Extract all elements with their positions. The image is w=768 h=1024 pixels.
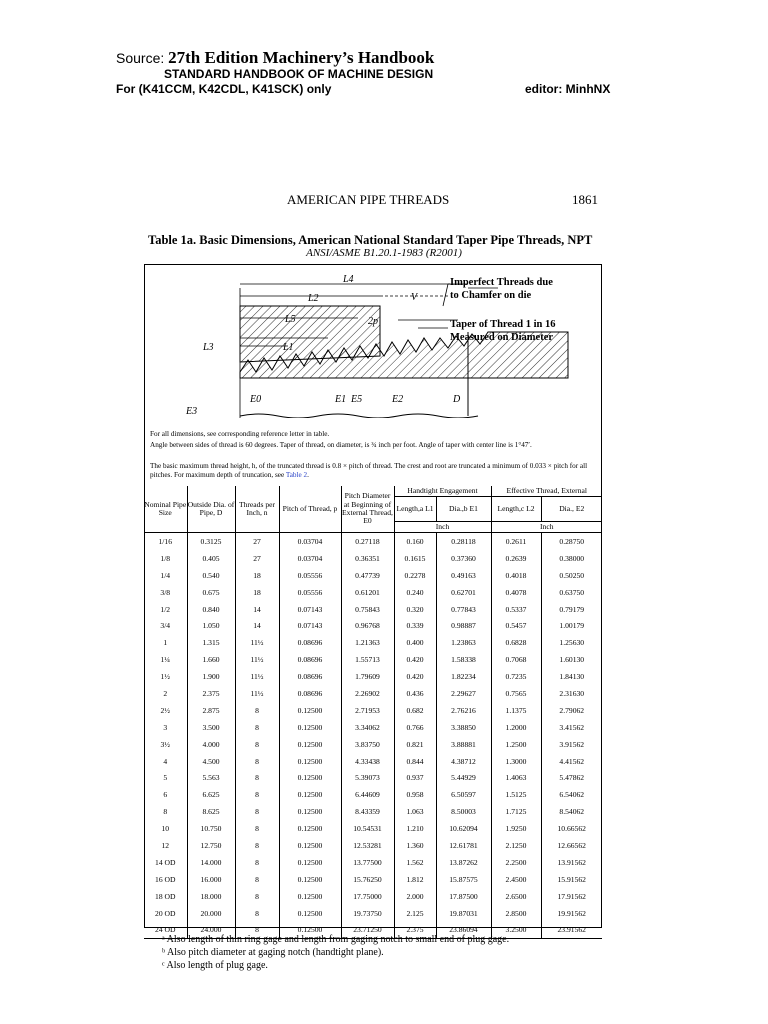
table-cell: 2.29627 bbox=[436, 685, 491, 702]
table-cell: 0.08696 bbox=[279, 651, 341, 668]
table-row bbox=[144, 719, 602, 736]
table-cell: 2.125 bbox=[394, 905, 436, 922]
table-cell: 0.12500 bbox=[279, 888, 341, 905]
table-row bbox=[144, 837, 602, 854]
table-cell: 5.563 bbox=[187, 769, 235, 786]
note-thread-height bbox=[150, 462, 595, 480]
table-cell: 24.000 bbox=[187, 921, 235, 938]
table-row bbox=[144, 533, 602, 550]
table-cell: 12 bbox=[161, 840, 170, 850]
table-cell: 8 bbox=[235, 769, 279, 786]
table-cell: 23.91562 bbox=[541, 921, 602, 938]
table-cell: 1.3000 bbox=[491, 753, 541, 770]
table-cell: 16.000 bbox=[187, 871, 235, 888]
label-L5: L5 bbox=[285, 314, 296, 325]
table-cell: 1.23863 bbox=[436, 634, 491, 651]
col-nominal: Nominal Pipe Size bbox=[144, 486, 187, 533]
table-cell: 0.675 bbox=[187, 584, 235, 601]
table-cell: 18 bbox=[235, 567, 279, 584]
table-cell: 0.2639 bbox=[491, 550, 541, 567]
table-cell: 0.405 bbox=[187, 550, 235, 567]
table-cell: 27 bbox=[235, 533, 279, 550]
table-cell: 10.750 bbox=[187, 820, 235, 837]
table-cell: 0.08696 bbox=[279, 668, 341, 685]
editor-line: editor: MinhNX bbox=[525, 82, 611, 96]
table-cell: 11½ bbox=[235, 651, 279, 668]
table-cell: 1.1375 bbox=[491, 702, 541, 719]
table-cell: 14 bbox=[235, 617, 279, 634]
table-cell: 0.12500 bbox=[279, 905, 341, 922]
table-cell: 6.54062 bbox=[541, 786, 602, 803]
table-cell: 6.50597 bbox=[436, 786, 491, 803]
table-cell: 1/8 bbox=[160, 553, 171, 563]
table-cell: 0.2278 bbox=[394, 567, 436, 584]
table-cell: 0.96768 bbox=[341, 617, 394, 634]
table-cell: 1.60130 bbox=[541, 651, 602, 668]
thread-diagram bbox=[148, 268, 598, 418]
footnote-b: ᵇ Also pitch diameter at gaging notch (handtight plane). bbox=[162, 947, 384, 958]
table-cell: 0.28118 bbox=[436, 533, 491, 550]
note-thread-height-text: The basic maximum thread height, h, of the truncated thread is 0.8 × pitch of thread. The crest and root are truncated a minimum of 0.033 × pitch for all pitches. For maximum depth of truncation, see bbox=[150, 462, 588, 479]
table-cell: 1.00179 bbox=[541, 617, 602, 634]
label-D: D bbox=[453, 394, 461, 405]
table-cell: 2.2500 bbox=[491, 854, 541, 871]
source-label: Source: bbox=[116, 50, 165, 66]
table-cell: 14.000 bbox=[187, 854, 235, 871]
table-cell: 0.12500 bbox=[279, 854, 341, 871]
table-cell: 0.436 bbox=[394, 685, 436, 702]
table-cell: 10.62094 bbox=[436, 820, 491, 837]
note-angle: Angle between sides of thread is 60 degrees. Taper of thread, on diameter, is ¾ inch per foot. Angle of taper with center line is 1°47′. bbox=[150, 441, 532, 449]
table-row bbox=[144, 550, 602, 567]
table-cell: 0.37360 bbox=[436, 550, 491, 567]
table-row bbox=[144, 888, 602, 905]
table-cell: 5 bbox=[163, 773, 168, 783]
label-imperfect-1: Imperfect Threads due bbox=[450, 277, 553, 288]
table-cell: 0.12500 bbox=[279, 871, 341, 888]
table-cell: 1.82234 bbox=[436, 668, 491, 685]
table-cell: 1.360 bbox=[394, 837, 436, 854]
table-cell: 2.1250 bbox=[491, 837, 541, 854]
table-cell: 2½ bbox=[160, 705, 170, 715]
table-cell: 0.3125 bbox=[187, 533, 235, 550]
table-cell: 0.400 bbox=[394, 634, 436, 651]
table-cell: 1.5125 bbox=[491, 786, 541, 803]
table-row bbox=[144, 854, 602, 871]
table-cell: 24 OD bbox=[144, 921, 187, 938]
table-row bbox=[144, 820, 602, 837]
table-cell: 0.766 bbox=[394, 719, 436, 736]
table-cell: 1 bbox=[163, 638, 168, 648]
table-cell: 5.47862 bbox=[541, 769, 602, 786]
table-cell: 8.43359 bbox=[341, 803, 394, 820]
table-cell: 8 bbox=[235, 702, 279, 719]
table-cell: 2.375 bbox=[394, 921, 436, 938]
table-cell: 10 bbox=[161, 824, 170, 834]
table-cell: 1.050 bbox=[187, 617, 235, 634]
table-cell: 11½ bbox=[235, 685, 279, 702]
table-cell: 0.79179 bbox=[541, 601, 602, 618]
table-cell: 1/2 bbox=[160, 604, 171, 614]
label-L2: L2 bbox=[308, 293, 319, 304]
table-row bbox=[144, 769, 602, 786]
table-cell: 1.9250 bbox=[491, 820, 541, 837]
table-title: Table 1a. Basic Dimensions, American National Standard Taper Pipe Threads, NPT bbox=[148, 233, 593, 247]
table-cell: 1.812 bbox=[394, 871, 436, 888]
table-cell: 1.84130 bbox=[541, 668, 602, 685]
table-cell: 1.063 bbox=[394, 803, 436, 820]
table-cell: 0.05556 bbox=[279, 584, 341, 601]
table-cell: 0.36351 bbox=[341, 550, 394, 567]
table-cell: 0.844 bbox=[394, 753, 436, 770]
table-cell: 0.5337 bbox=[491, 601, 541, 618]
table-cell: 0.12500 bbox=[279, 921, 341, 938]
table-cell: 18.000 bbox=[187, 888, 235, 905]
table-cell: 2 bbox=[163, 688, 168, 698]
table-cell: 1.25630 bbox=[541, 634, 602, 651]
table-cell: 12.66562 bbox=[541, 837, 602, 854]
table-cell: 0.12500 bbox=[279, 769, 341, 786]
table-cell: 0.03704 bbox=[279, 533, 341, 550]
col-handtight: Handtight Engagement bbox=[394, 486, 491, 497]
col-dia2: Dia., E2 bbox=[541, 497, 602, 522]
table-cell: 0.12500 bbox=[279, 736, 341, 753]
table-cell: 20.000 bbox=[187, 905, 235, 922]
table-cell: 0.50250 bbox=[541, 567, 602, 584]
label-E2: E2 bbox=[392, 394, 404, 405]
table-cell: 8 bbox=[235, 719, 279, 736]
table-cell: 4.500 bbox=[187, 753, 235, 770]
label-taper-1: Taper of Thread 1 in 16 bbox=[450, 319, 556, 330]
table-cell: 3.38850 bbox=[436, 719, 491, 736]
col-threads: Threads per Inch, n bbox=[235, 486, 279, 533]
table-row bbox=[144, 601, 602, 618]
table-cell: 3 bbox=[163, 722, 168, 732]
table-cell: 0.7235 bbox=[491, 668, 541, 685]
table-cell: 8 bbox=[163, 807, 168, 817]
label-2p: 2p bbox=[368, 316, 378, 327]
table-2-link[interactable]: Table 2 bbox=[285, 471, 308, 479]
table-cell: 0.339 bbox=[394, 617, 436, 634]
table-cell: 0.4078 bbox=[491, 584, 541, 601]
table-cell: 0.6828 bbox=[491, 634, 541, 651]
table-cell: 1.4063 bbox=[491, 769, 541, 786]
page-number: 1861 bbox=[572, 192, 598, 207]
table-cell: 0.160 bbox=[394, 533, 436, 550]
table-cell: 1.58338 bbox=[436, 651, 491, 668]
table-cell: 0.49163 bbox=[436, 567, 491, 584]
label-E1: E1 bbox=[335, 394, 347, 405]
table-cell: 1.900 bbox=[187, 668, 235, 685]
table-cell: 12.53281 bbox=[341, 837, 394, 854]
table-cell: 1.2500 bbox=[491, 736, 541, 753]
table-cell: 3½ bbox=[160, 739, 170, 749]
table-cell: 0.08696 bbox=[279, 634, 341, 651]
col-pitch: Pitch of Thread, p bbox=[279, 486, 341, 533]
table-subtitle: ANSI/ASME B1.20.1-1983 (R2001) bbox=[306, 247, 462, 259]
table-cell: 4.000 bbox=[187, 736, 235, 753]
table-cell: 15.91562 bbox=[541, 871, 602, 888]
table-cell: 1.210 bbox=[394, 820, 436, 837]
col-pitch-dia: Pitch Diameter at Beginning of External Thread, E0 bbox=[341, 486, 394, 533]
table-cell: 0.2611 bbox=[491, 533, 541, 550]
table-row bbox=[144, 617, 602, 634]
table-cell: 8 bbox=[235, 786, 279, 803]
table-cell: 2.26902 bbox=[341, 685, 394, 702]
table-cell: 13.91562 bbox=[541, 854, 602, 871]
table-cell: 3.88881 bbox=[436, 736, 491, 753]
table-cell: 0.4018 bbox=[491, 567, 541, 584]
col-dia1: Dia.,b E1 bbox=[436, 497, 491, 522]
table-cell: 16 OD bbox=[155, 874, 176, 884]
table-cell: 12.61781 bbox=[436, 837, 491, 854]
table-cell: 6 bbox=[163, 790, 168, 800]
source-line bbox=[116, 48, 434, 68]
label-E5: E5 bbox=[351, 394, 363, 405]
table-row bbox=[144, 668, 602, 685]
table-cell: 0.420 bbox=[394, 668, 436, 685]
table-cell: 1/4 bbox=[160, 570, 171, 580]
table-row bbox=[144, 584, 602, 601]
label-E3: E3 bbox=[186, 406, 198, 417]
table-row bbox=[144, 871, 602, 888]
table-cell: 0.63750 bbox=[541, 584, 602, 601]
table-cell: 2.000 bbox=[394, 888, 436, 905]
table-cell: 1.2000 bbox=[491, 719, 541, 736]
table-cell: 3.34062 bbox=[341, 719, 394, 736]
table-cell: 0.38000 bbox=[541, 550, 602, 567]
table-row bbox=[144, 736, 602, 753]
table-cell: 8 bbox=[235, 888, 279, 905]
footnote-a: ᵃ Also length of thin ring gage and length from gaging notch to small end of plug gage. bbox=[162, 934, 510, 945]
table-cell: 8.625 bbox=[187, 803, 235, 820]
table-row bbox=[144, 803, 602, 820]
table-cell: 0.420 bbox=[394, 651, 436, 668]
table-cell: 1.660 bbox=[187, 651, 235, 668]
table-cell: 0.840 bbox=[187, 601, 235, 618]
book-subtitle: STANDARD HANDBOOK OF MACHINE DESIGN bbox=[164, 67, 434, 81]
col-len1: Length,a L1 bbox=[394, 497, 436, 522]
course-line: For (K41CCM, K42CDL, K41SCK) only bbox=[116, 82, 332, 96]
table-cell: 23.71250 bbox=[341, 921, 394, 938]
table-cell: 1.315 bbox=[187, 634, 235, 651]
table-cell: 0.5457 bbox=[491, 617, 541, 634]
label-imperfect-2: to Chamfer on die bbox=[450, 290, 532, 301]
table-cell: 3.500 bbox=[187, 719, 235, 736]
table-cell: 0.937 bbox=[394, 769, 436, 786]
table-cell: 1¼ bbox=[160, 655, 170, 665]
table-cell: 11½ bbox=[235, 634, 279, 651]
table-cell: 2.4500 bbox=[491, 871, 541, 888]
table-cell: 0.77843 bbox=[436, 601, 491, 618]
table-cell: 0.240 bbox=[394, 584, 436, 601]
table-row bbox=[144, 702, 602, 719]
table-row bbox=[144, 685, 602, 702]
col-unit-inch-2: Inch bbox=[491, 522, 602, 533]
table-cell: 8.54062 bbox=[541, 803, 602, 820]
table-cell: 8.50003 bbox=[436, 803, 491, 820]
table-cell: 2.6500 bbox=[491, 888, 541, 905]
table-cell: 3/8 bbox=[160, 587, 171, 597]
table-cell: 3.91562 bbox=[541, 736, 602, 753]
note-dimensions: For all dimensions, see corresponding reference letter in table. bbox=[150, 430, 330, 438]
table-cell: 0.62701 bbox=[436, 584, 491, 601]
col-unit-inch-1: Inch bbox=[394, 522, 491, 533]
table-cell: 0.61201 bbox=[341, 584, 394, 601]
label-V: V bbox=[411, 292, 418, 303]
table-cell: 0.682 bbox=[394, 702, 436, 719]
table-cell: 2.31630 bbox=[541, 685, 602, 702]
table-cell: 6.625 bbox=[187, 786, 235, 803]
table-cell: 0.540 bbox=[187, 567, 235, 584]
source-book-title: 27th Edition Machinery’s Handbook bbox=[168, 48, 435, 67]
label-E0: E0 bbox=[250, 394, 262, 405]
table-cell: 0.12500 bbox=[279, 820, 341, 837]
table-row bbox=[144, 905, 602, 922]
table-cell: 4.38712 bbox=[436, 753, 491, 770]
table-cell: 2.76216 bbox=[436, 702, 491, 719]
table-cell: 0.821 bbox=[394, 736, 436, 753]
label-L3: L3 bbox=[203, 342, 214, 353]
table-cell: 0.1615 bbox=[394, 550, 436, 567]
table-cell: 1.21363 bbox=[341, 634, 394, 651]
table-cell: 14 OD bbox=[155, 857, 176, 867]
break-line bbox=[240, 414, 478, 418]
table-cell: 0.98887 bbox=[436, 617, 491, 634]
footnote-c: ᶜ Also length of plug gage. bbox=[162, 960, 268, 971]
table-cell: 27 bbox=[235, 550, 279, 567]
table-cell: 3/4 bbox=[160, 621, 171, 631]
table-cell: 10.54531 bbox=[341, 820, 394, 837]
table-cell: 13.77500 bbox=[341, 854, 394, 871]
table-cell: 8 bbox=[235, 905, 279, 922]
table-cell: 5.44929 bbox=[436, 769, 491, 786]
table-cell: 15.87575 bbox=[436, 871, 491, 888]
table-cell: 15.76250 bbox=[341, 871, 394, 888]
table-cell: 11½ bbox=[235, 668, 279, 685]
table-cell: 0.12500 bbox=[279, 803, 341, 820]
table-cell: 12.750 bbox=[187, 837, 235, 854]
table-cell: 8 bbox=[235, 753, 279, 770]
table-row bbox=[144, 786, 602, 803]
table-cell: 2.71953 bbox=[341, 702, 394, 719]
table-cell: 0.12500 bbox=[279, 786, 341, 803]
table-cell: 0.958 bbox=[394, 786, 436, 803]
label-L1: L1 bbox=[283, 342, 294, 353]
table-cell: 8 bbox=[235, 803, 279, 820]
table-cell: 0.320 bbox=[394, 601, 436, 618]
table-row bbox=[144, 651, 602, 668]
table-cell: 0.12500 bbox=[279, 719, 341, 736]
table-cell: 1/16 bbox=[158, 536, 172, 546]
table-cell: 13.87262 bbox=[436, 854, 491, 871]
col-effective: Effective Thread, External bbox=[491, 486, 602, 497]
table-cell: 0.07143 bbox=[279, 601, 341, 618]
table-cell: 2.79062 bbox=[541, 702, 602, 719]
table-cell: 0.05556 bbox=[279, 567, 341, 584]
table-cell: 2.8500 bbox=[491, 905, 541, 922]
table-cell: 18 bbox=[235, 584, 279, 601]
table-cell: 4.41562 bbox=[541, 753, 602, 770]
table-cell: 1.79609 bbox=[341, 668, 394, 685]
table-cell: 23.86094 bbox=[436, 921, 491, 938]
table-cell: 0.47739 bbox=[341, 567, 394, 584]
table-cell: 0.12500 bbox=[279, 753, 341, 770]
table-cell: 2.375 bbox=[187, 685, 235, 702]
table-cell: 4 bbox=[163, 756, 168, 766]
table-cell: 0.12500 bbox=[279, 837, 341, 854]
table-cell: 0.7565 bbox=[491, 685, 541, 702]
table-cell: 3.83750 bbox=[341, 736, 394, 753]
col-len2: Length,c L2 bbox=[491, 497, 541, 522]
table-cell: 17.87500 bbox=[436, 888, 491, 905]
table-cell: 3.41562 bbox=[541, 719, 602, 736]
table-cell: 19.73750 bbox=[341, 905, 394, 922]
dimensions-table bbox=[144, 486, 602, 939]
table-cell: 6.44609 bbox=[341, 786, 394, 803]
table-cell: 8 bbox=[235, 854, 279, 871]
table-cell: 18 OD bbox=[155, 891, 176, 901]
table-cell: 0.08696 bbox=[279, 685, 341, 702]
table-cell: 0.03704 bbox=[279, 550, 341, 567]
col-outside: Outside Dia. of Pipe, D bbox=[187, 486, 235, 533]
table-cell: 1.7125 bbox=[491, 803, 541, 820]
table-row bbox=[144, 753, 602, 770]
label-taper-2: Measured on Diameter bbox=[450, 332, 554, 343]
table-cell: 0.27118 bbox=[341, 533, 394, 550]
table-cell: 1.55713 bbox=[341, 651, 394, 668]
table-cell: 8 bbox=[235, 736, 279, 753]
table-cell: 17.75000 bbox=[341, 888, 394, 905]
table-cell: 2.875 bbox=[187, 702, 235, 719]
table-cell: 0.75843 bbox=[341, 601, 394, 618]
table-row bbox=[144, 567, 602, 584]
table-cell: 14 bbox=[235, 601, 279, 618]
table-cell: 19.91562 bbox=[541, 905, 602, 922]
table-cell: 5.39073 bbox=[341, 769, 394, 786]
note-period: . bbox=[307, 471, 309, 479]
table-cell: 8 bbox=[235, 871, 279, 888]
table-cell: 19.87031 bbox=[436, 905, 491, 922]
table-cell: 0.28750 bbox=[541, 533, 602, 550]
table-cell: 0.7068 bbox=[491, 651, 541, 668]
table-cell: 10.66562 bbox=[541, 820, 602, 837]
table-cell: 17.91562 bbox=[541, 888, 602, 905]
table-cell: 0.07143 bbox=[279, 617, 341, 634]
table-cell: 8 bbox=[235, 820, 279, 837]
table-cell: 8 bbox=[235, 921, 279, 938]
table-cell: 4.33438 bbox=[341, 753, 394, 770]
table-cell: 3.2500 bbox=[491, 921, 541, 938]
table-cell: 0.12500 bbox=[279, 702, 341, 719]
table-row bbox=[144, 634, 602, 651]
table-cell: 8 bbox=[235, 837, 279, 854]
table-cell: 1.562 bbox=[394, 854, 436, 871]
table-cell: 1½ bbox=[160, 672, 170, 682]
running-head: AMERICAN PIPE THREADS bbox=[287, 192, 450, 207]
label-L4: L4 bbox=[343, 274, 354, 285]
table-cell: 20 OD bbox=[155, 908, 176, 918]
